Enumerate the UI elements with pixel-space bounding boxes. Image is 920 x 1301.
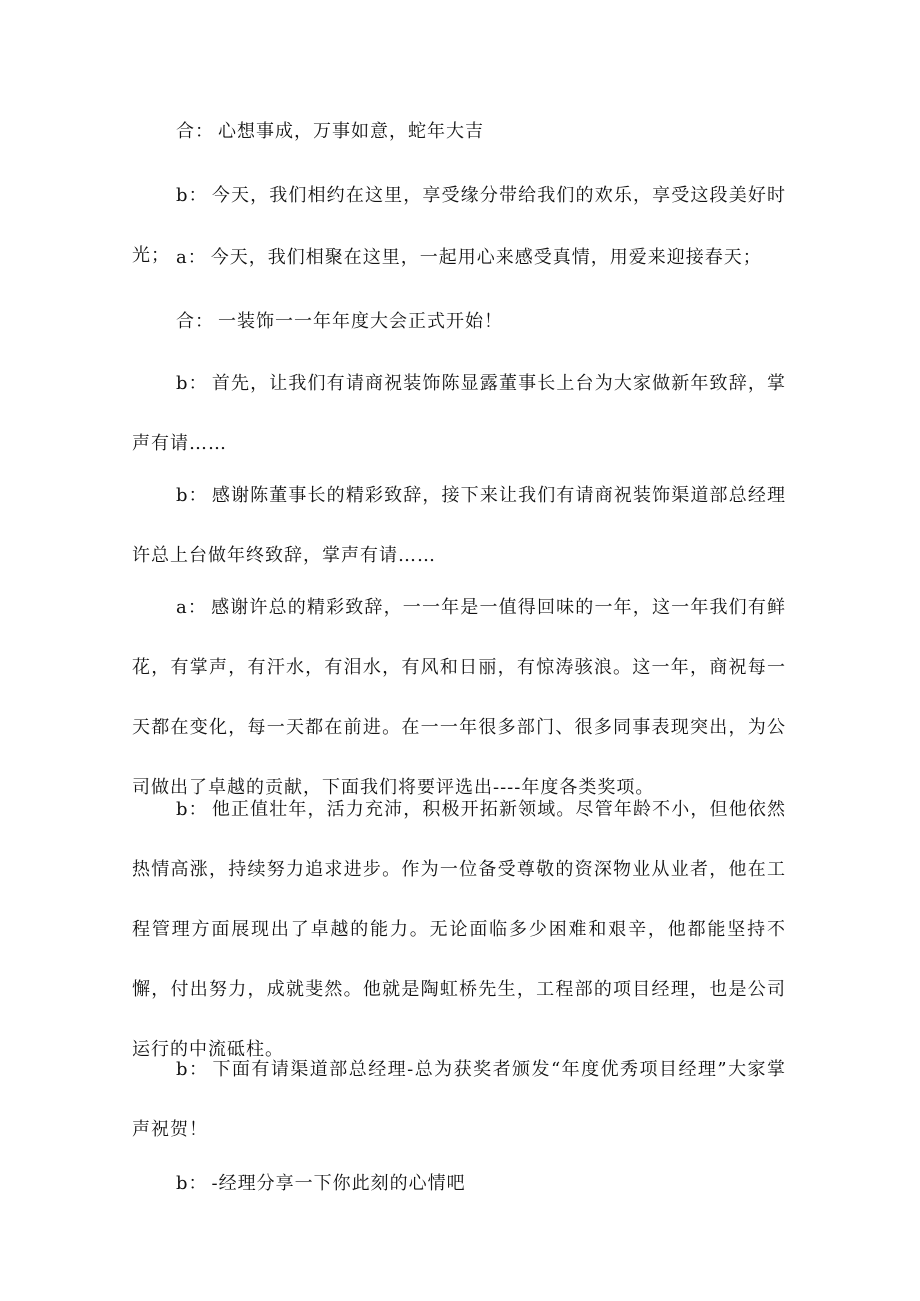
paragraph-text: 一装饰一一年年度大会正式开始！ [218,311,503,332]
speaker-label: b： [176,485,208,506]
paragraph-10 [132,1154,786,1214]
speaker-label: b： [176,1173,208,1194]
paragraph-3 [132,228,786,288]
paragraph-text: 他正值壮年，活力充沛，积极开拓新领域。尽管年龄不小，但他依然热情高涨，持续努力追求进步。作为一位备受尊敬的资深物业从业者，他在工程管理方面展现出了卓越的能力。无论面临多少困难和艰辛，他都能坚持不懈，付出努力，成就斐然。他就是陶虹桥先生，工程部的项目经理，也是公司运行的中流砥柱。 [132,799,786,1060]
paragraph-1 [132,102,786,162]
speaker-label: b： [176,185,208,206]
paragraph-text: -经理分享一下你此刻的心情吧 [211,1173,466,1194]
paragraph-text: 今天，我们相约在这里，享受缘分带给我们的欢乐，享受这段美好时光； [132,185,786,266]
paragraph-6 [132,466,786,586]
paragraph-text: 下面有请渠道部总经理-总为获奖者颁发“年度优秀项目经理”大家掌声祝贺！ [132,1059,786,1140]
speaker-label: b： [176,1059,209,1080]
speaker-label: 合： [176,311,214,332]
paragraph-text: 感谢陈董事长的精彩致辞，接下来让我们有请商祝装饰渠道部总经理许总上台做年终致辞，掌声有请…… [132,485,786,566]
speaker-label: a： [176,247,207,268]
paragraph-text: 心想事成，万事如意，蛇年大吉 [218,121,484,142]
speaker-label: b： [176,373,208,394]
paragraph-9 [132,1040,786,1160]
paragraph-8 [132,780,786,1080]
paragraph-5 [132,354,786,474]
paragraph-text: 感谢许总的精彩致辞，一一年是一值得回味的一年，这一年我们有鲜花，有掌声，有汗水，有泪水，有风和日丽，有惊涛骇浪。这一年，商祝每一天都在变化，每一天都在前进。在一一年很多部门、很多同事表现突出，为公司做出了卓越的贡献，下面我们将要评选出----年度各类奖项。 [132,597,787,798]
speaker-label: b： [176,799,208,820]
paragraph-text: 今天，我们相聚在这里，一起用心来感受真情，用爱来迎接春天； [210,247,762,268]
paragraph-text: 首先，让我们有请商祝装饰陈显露董事长上台为大家做新年致辞，掌声有请…… [132,373,786,454]
speaker-label: a： [176,597,208,618]
speaker-label: 合： [176,121,214,142]
paragraph-4 [132,292,786,352]
